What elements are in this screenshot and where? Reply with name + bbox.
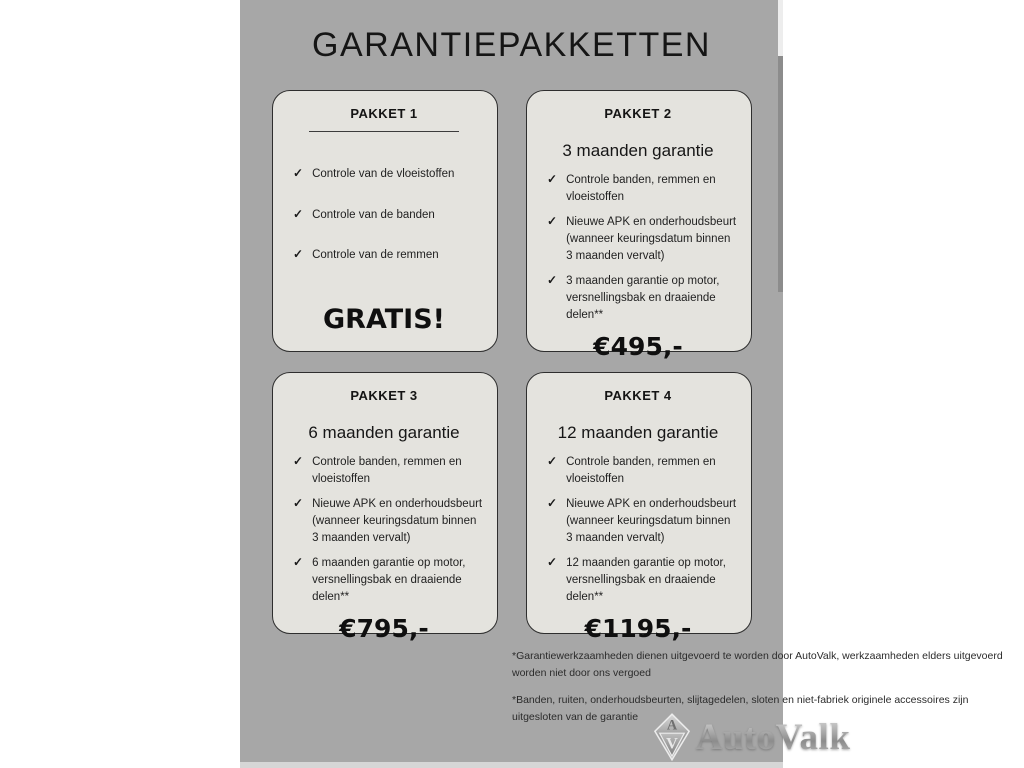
- package-name: PAKKET 2: [604, 106, 672, 121]
- feature-list: [539, 172, 737, 332]
- list-item: [293, 496, 483, 546]
- package-card-1: [272, 90, 498, 352]
- list-item: [293, 247, 483, 264]
- package-price: GRATIS!: [323, 304, 445, 335]
- check-icon: ✓: [547, 172, 558, 186]
- list-item: [547, 273, 737, 323]
- list-item: [547, 172, 737, 205]
- page-title: GARANTIEPAKKETTEN: [312, 26, 711, 64]
- list-item: [293, 555, 483, 605]
- flyer-poster: [240, 0, 1003, 768]
- check-icon: ✓: [293, 496, 304, 511]
- list-item-text: Controle banden, remmen en vloeistoffen: [312, 456, 462, 485]
- list-item-text: 3 maanden garantie op motor, versnellingsbak en draaiende delen**: [566, 275, 720, 321]
- package-card-4: [526, 372, 752, 644]
- feature-list: [539, 454, 737, 614]
- check-icon: ✓: [293, 206, 304, 221]
- list-item-text: Controle van de banden: [312, 208, 435, 221]
- package-name: PAKKET 4: [604, 388, 672, 403]
- brand-name: AutoValk: [695, 716, 851, 758]
- svg-text:A: A: [666, 717, 677, 734]
- package-price: €795,-: [339, 614, 429, 644]
- feature-list: [285, 454, 483, 614]
- check-icon: ✓: [293, 247, 304, 262]
- disclaimer-text: *Banden, ruiten, onderhoudsbeurten, slijtagedelen, sloten en niet-fabriek originele accessoires zijn uitgesloten van de garantie: [512, 693, 969, 723]
- package-name: PAKKET 1: [350, 106, 418, 121]
- feature-list: [285, 166, 483, 288]
- svg-text:V: V: [665, 735, 678, 753]
- package-name: PAKKET 3: [350, 388, 418, 403]
- autovalk-diamond-icon: [653, 713, 691, 761]
- package-subtitle: 3 maanden garantie: [562, 141, 714, 160]
- list-item-text: Controle banden, remmen en vloeistoffen: [566, 174, 716, 203]
- list-item-text: 6 maanden garantie op motor, versnellingsbak en draaiende delen**: [312, 557, 466, 603]
- check-icon: ✓: [293, 166, 304, 180]
- check-icon: ✓: [547, 496, 558, 511]
- list-item: [547, 555, 737, 605]
- package-grid: [272, 90, 752, 644]
- check-icon: ✓: [547, 273, 558, 288]
- list-item-text: Nieuwe APK en onderhoudsbeurt (wanneer keuringsdatum binnen 3 maanden vervalt): [312, 498, 483, 544]
- package-price: €1195,-: [584, 614, 692, 644]
- list-item-text: Controle van de vloeistoffen: [312, 168, 455, 180]
- package-card-3: [272, 372, 498, 644]
- horizontal-scrollbar-track[interactable]: [240, 762, 783, 768]
- check-icon: ✓: [547, 214, 558, 229]
- list-item-text: Nieuwe APK en onderhoudsbeurt (wanneer keuringsdatum binnen 3 maanden vervalt): [566, 498, 737, 544]
- check-icon: ✓: [293, 454, 304, 468]
- list-item-text: Controle van de remmen: [312, 249, 439, 262]
- package-price: €495,-: [593, 332, 683, 362]
- list-item: [293, 207, 483, 224]
- check-icon: ✓: [293, 555, 304, 570]
- package-card-2: [526, 90, 752, 362]
- list-item: [547, 496, 737, 546]
- list-item: [293, 454, 483, 487]
- list-item: [293, 166, 483, 183]
- list-item-text: Nieuwe APK en onderhoudsbeurt (wanneer keuringsdatum binnen 3 maanden vervalt): [566, 216, 737, 262]
- list-item: [547, 454, 737, 487]
- list-item-text: Controle banden, remmen en vloeistoffen: [566, 456, 716, 485]
- brand-logo: [480, 712, 1023, 762]
- check-icon: ✓: [547, 555, 558, 570]
- vertical-scrollbar-thumb[interactable]: [778, 56, 783, 292]
- list-item-text: 12 maanden garantie op motor, versnellingsbak en draaiende delen**: [566, 557, 726, 603]
- disclaimer-text: *Garantiewerkzaamheden dienen uitgevoerd te worden door AutoValk, werkzaamheden elders uitgevoerd worden niet door ons vergoed: [512, 650, 1003, 680]
- package-subtitle: 6 maanden garantie: [308, 423, 460, 442]
- package-subtitle: 12 maanden garantie: [557, 423, 719, 442]
- divider: [309, 131, 459, 132]
- check-icon: ✓: [547, 454, 558, 468]
- list-item: [547, 214, 737, 264]
- vertical-scrollbar-track[interactable]: [778, 0, 783, 56]
